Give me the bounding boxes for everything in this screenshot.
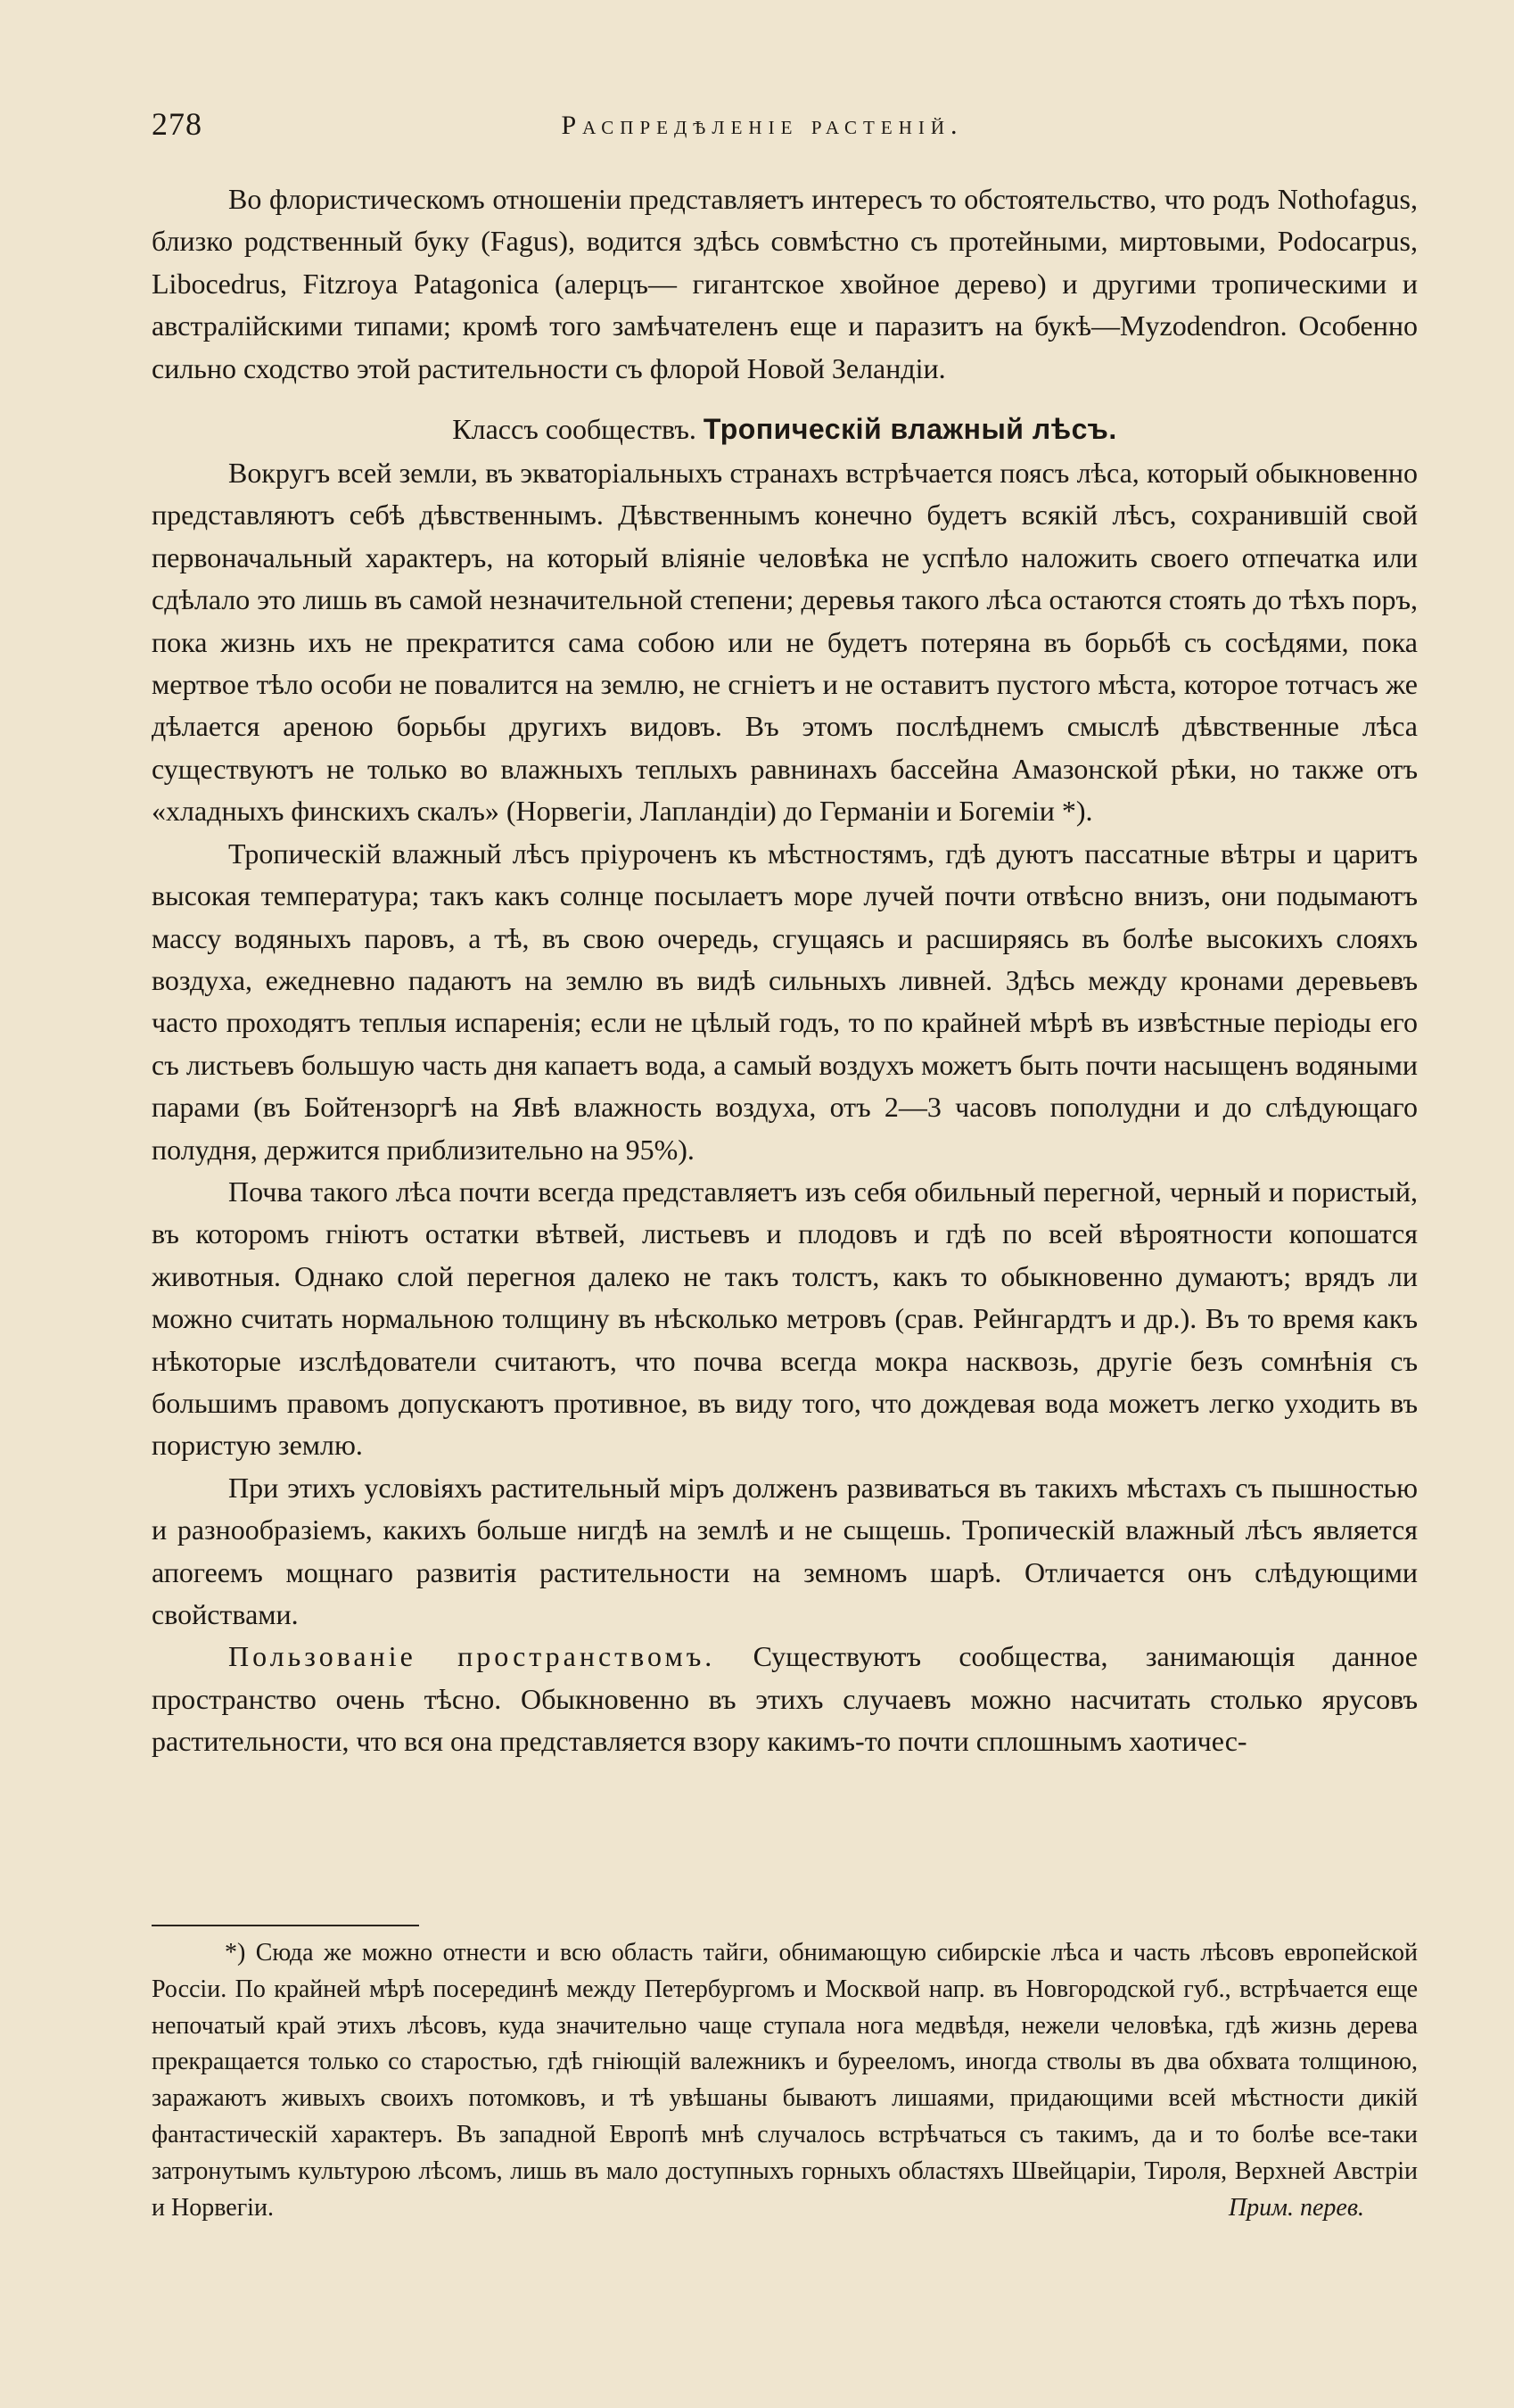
page-number: 278 [152,106,202,142]
footnote-divider [152,1925,419,1926]
running-title: Распредѣленіе растеній. [561,111,964,140]
space-usage-text: Существуютъ сообщества, занимающія данное пространство очень тѣсно. Обыкновенно въ этихъ случаевъ можно насчитать столько ярусовъ растительности, что вся она представляется взору какимъ-то почти сплошнымъ хаотичес- [152,1640,1419,1758]
paragraph-floristic: Во флористическомъ отношеніи представляетъ интересъ то обстоятельство, что родъ Nothofagus, близко родственный буку (Fagus), водится здѣсь совмѣстно съ протейными, миртовыми, Podocarpus, Libocedrus, Fitzroya Patagonica (алерцъ— гигантское хвойное дерево) и другими тропическими и австралійскими типами; кромѣ того замѣчателенъ еще и паразитъ на букѣ—Myzodendron. Особенно сильно сходство этой растительности съ флорой Новой Зеландіи. [152,183,1418,384]
paragraph-space-usage [152,1636,1418,1762]
section-heading-title: Тропическій влажный лѣсъ. [703,413,1117,446]
section-heading [152,409,1418,449]
footnote-text: *) Сюда же можно отнести и всю область тайги, обнимающую сибирскіе лѣса и часть лѣсовъ европейской Россіи. По крайней мѣрѣ посерединѣ между Петербургомъ и Москвой напр. въ Новгородской губ., встрѣчается еще непочатый край этихъ лѣсовъ, куда значительно чаще ступала нога медвѣдя, нежели человѣка, гдѣ жизнь дерева прекращается только со старостью, гдѣ гніющій валежникъ и бурееломъ, иногда стволы въ два обхвата толщиною, заражаютъ живыхъ своихъ потомковъ, и тѣ увѣшаны бываютъ лишаями, придающими всей мѣстности дикій фантастическій характеръ. Въ западной Европѣ мнѣ случалось встрѣчаться съ такимъ, да и то болѣе все-таки затронутымъ культурою лѣсомъ, лишь въ мало доступныхъ горныхъ областяхъ Швейцаріи, Тироля, Верхней Австріи и Норвегіи. [152,1939,1418,2222]
section-heading-prefix: Классъ сообществъ. [452,413,696,446]
footnote [152,1935,1418,2226]
footnote-signature: Прим. перев. [1228,2193,1364,2222]
paragraph-soil: Почва такого лѣса почти всегда представляетъ изъ себя обильный перегной, черный и пористый, въ которомъ гніютъ остатки вѣтвей, листьевъ и плодовъ и гдѣ по всей вѣроятности копошатся животныя. Однако слой перегноя далеко не такъ толстъ, какъ то обыкновенно думаютъ; врядъ ли можно считать нормальною толщину въ нѣсколько метровъ (срав. Рейнгардтъ и др.). Въ то время какъ нѣкоторые изслѣдователи считаютъ, что почва всегда мокра насквозь, другіе безъ сомнѣнія съ большимъ правомъ допускаютъ противное, въ виду того, что дождевая вода можетъ легко уходить въ пористую землю. [152,1175,1418,1462]
body-text [152,178,1418,1763]
page-header [152,105,1373,153]
paragraph-climate: Тропическій влажный лѣсъ пріуроченъ къ мѣстностямъ, гдѣ дуютъ пассатные вѣтры и царитъ высокая температура; такъ какъ солнце посылаетъ море лучей почти отвѣсно внизъ, они подымаютъ массу водяныхъ паровъ, а тѣ, въ свою очередь, сгущаясь и расширяясь въ болѣе высокихъ слояхъ воздуха, ежедневно падаютъ на землю въ видѣ сильныхъ ливней. Здѣсь между кронами деревьевъ часто проходятъ теплыя испаренія; если не цѣлый годъ, то по крайней мѣрѣ въ извѣстные періоды его съ листьевъ большую часть дня капаетъ вода, а самый воздухъ можетъ быть почти насыщенъ водяными парами (въ Бойтензоргѣ на Явѣ влажность воздуха, отъ 2—3 часовъ пополудни и до слѣдующаго полудня, держится приблизительно на 95%). [152,837,1418,1166]
paragraph-conditions: При этихъ условіяхъ растительный міръ долженъ развиваться въ такихъ мѣстахъ съ пышностью и разнообразіемъ, какихъ больше нигдѣ на землѣ и не сыщешь. Тропическій влажный лѣсъ является апогеемъ мощнаго развитія растительности на земномъ шарѣ. Отличается онъ слѣдующими свойствами. [152,1471,1418,1630]
space-usage-term: Пользованіе пространствомъ. [228,1640,716,1673]
paragraph-virgin-forest: Вокругъ всей земли, въ экваторіальныхъ странахъ встрѣчается поясъ лѣса, который обыкновенно представляютъ себѣ дѣвственнымъ. Дѣвственнымъ конечно будетъ всякій лѣсъ, сохранившій свой первоначальный характеръ, на который вліяніе человѣка не успѣло наложить своего отпечатка или сдѣлало это лишь въ самой незначительной степени; деревья такого лѣса остаются стоять до тѣхъ поръ, пока жизнь ихъ не прекратится сама собою или не будетъ потеряна въ борьбѣ съ сосѣдями, пока мертвое тѣло особи не повалится на землю, не сгніетъ и не оставитъ пустого мѣста, которое тотчасъ же дѣлается ареною борьбы другихъ видовъ. Въ этомъ послѣднемъ смыслѣ дѣвственные лѣса существуютъ не только во влажныхъ теплыхъ равнинахъ бассейна Амазонской рѣки, но также отъ «хладныхъ финскихъ скалъ» (Норвегіи, Лапландіи) до Германіи и Богеміи *). [152,457,1418,828]
